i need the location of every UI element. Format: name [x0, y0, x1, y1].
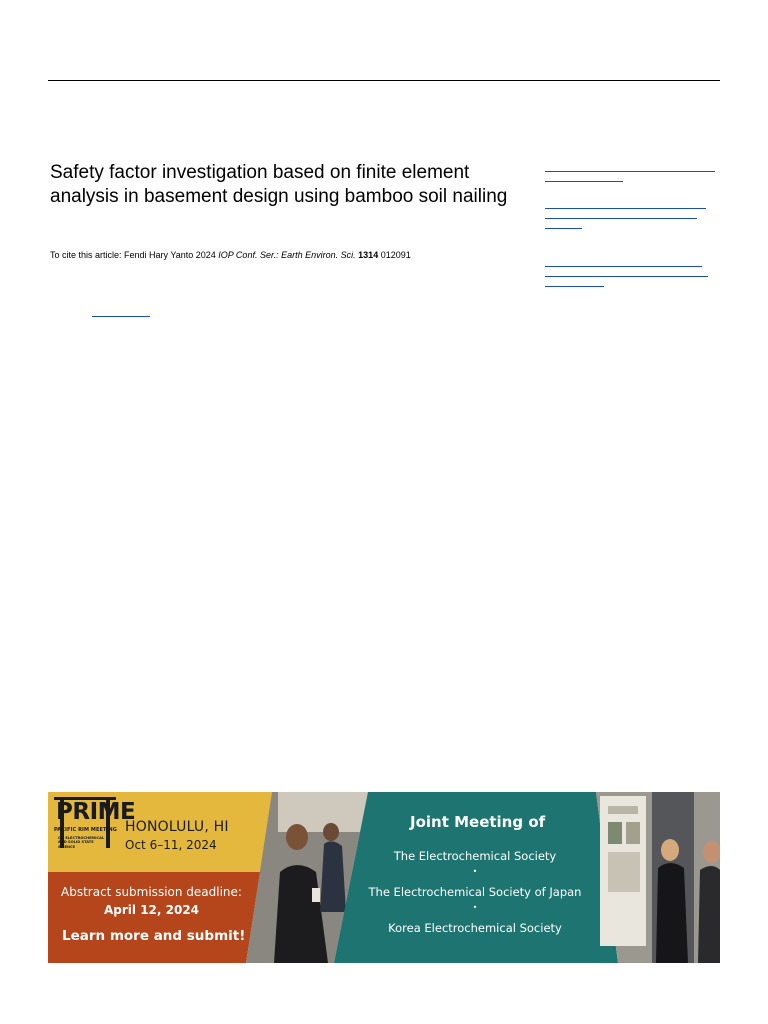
person2-head	[323, 823, 339, 841]
banner-dates: Oct 6–11, 2024	[125, 838, 217, 852]
citation-article-number: 012091	[380, 250, 411, 260]
citation-volume: 1314	[358, 250, 379, 260]
person3-body	[656, 863, 688, 963]
poster-block-3	[626, 822, 640, 844]
prime-logo-subtitle-small: ON ELECTROCHEMICAL AND SOLID STATE SCIENCE	[58, 836, 105, 849]
citation-line	[50, 249, 411, 261]
person4-body	[698, 866, 720, 963]
citation-prefix: To cite this article: Fendi Hary Yanto 2024	[50, 250, 219, 260]
banner-separator-1: •	[472, 867, 478, 876]
banner-joint-heading: Joint Meeting of	[410, 813, 546, 831]
banner-society-3: Korea Electrochemical Society	[388, 921, 562, 935]
person-badge	[312, 888, 320, 902]
related-article-link-2[interactable]	[545, 202, 706, 232]
related-article-link-1[interactable]	[545, 165, 715, 185]
banner-deadline-date: April 12, 2024	[104, 903, 200, 917]
prime-meeting-banner[interactable]	[48, 792, 720, 963]
banner-society-2: The Electrochemical Society of Japan	[368, 885, 582, 899]
related-article-link-3[interactable]	[545, 260, 708, 290]
banner-society-1: The Electrochemical Society	[393, 849, 557, 863]
prime-logo: PRIME	[56, 799, 136, 825]
banner-separator-2: •	[472, 903, 478, 912]
person3-head	[661, 839, 679, 861]
banner-city: HONOLULU, HI	[125, 819, 229, 835]
view-article-link[interactable]	[92, 312, 150, 317]
poster-block-4	[608, 852, 640, 892]
poster-block-2	[608, 822, 622, 844]
person-head	[286, 824, 308, 850]
person2-body	[320, 841, 346, 912]
header-rule	[48, 80, 720, 81]
article-title: Safety factor investigation based on finite element analysis in basement design using bamboo soil nailing	[50, 162, 508, 207]
prime-logo-subtitle: PACIFIC RIM MEETING	[54, 827, 117, 833]
banner-deadline-label: Abstract submission deadline:	[61, 885, 242, 899]
banner-cta[interactable]: Learn more and submit!	[62, 928, 246, 944]
poster-block-1	[608, 806, 638, 814]
citation-journal: IOP Conf. Ser.: Earth Environ. Sci.	[218, 250, 356, 260]
